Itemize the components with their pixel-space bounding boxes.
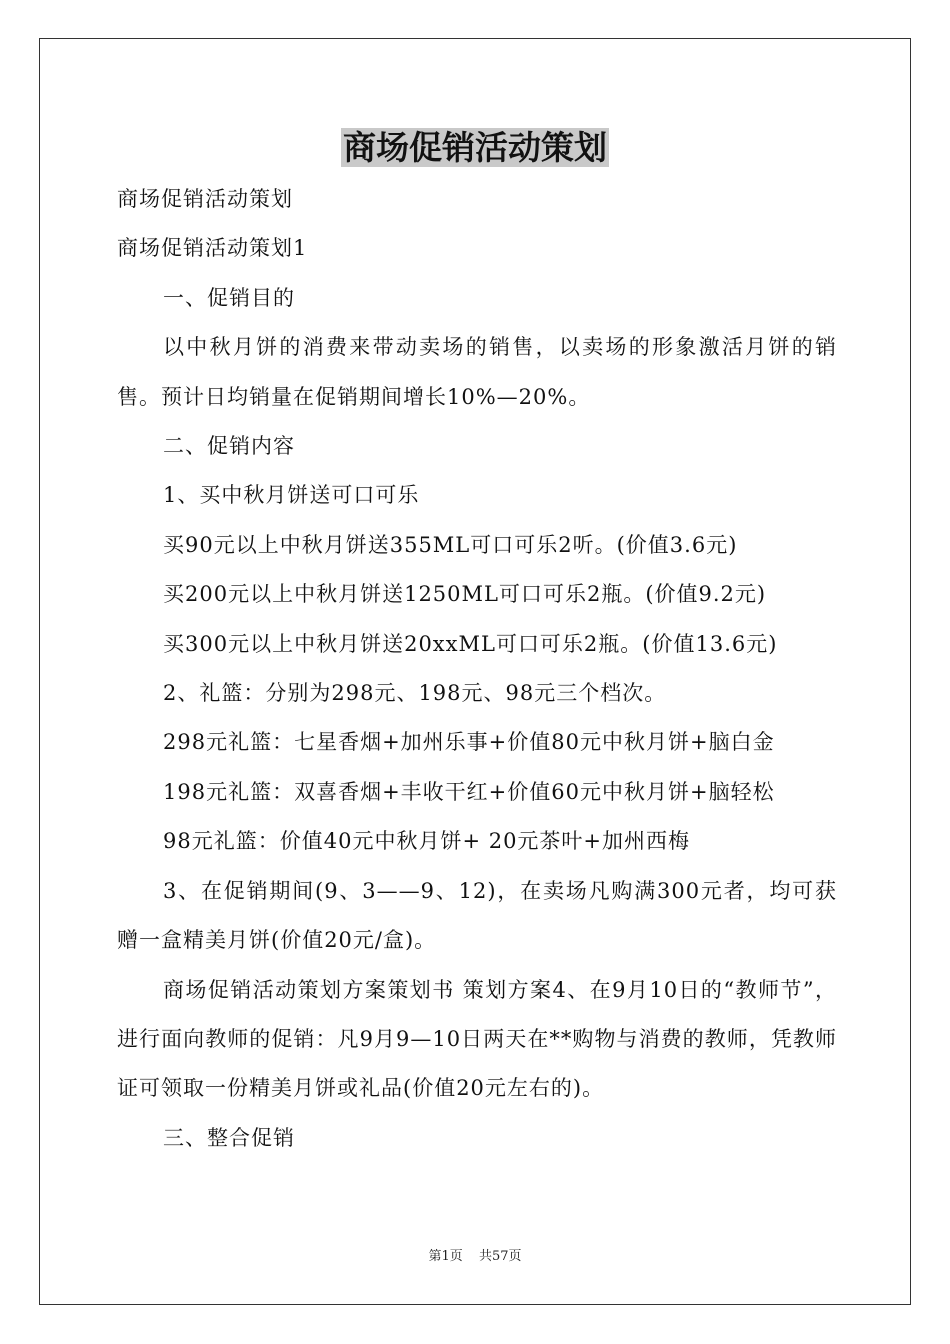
paragraph: 买90元以上中秋月饼送355ML可口可乐2听。(价值3.6元): [163, 532, 738, 557]
document-title: [0, 126, 950, 170]
paragraph: 三、整合促销: [163, 1125, 295, 1150]
paragraph: 2、礼篮：分别为298元、198元、98元三个档次。: [163, 681, 667, 706]
paragraph: 298元礼篮：七星香烟+加州乐事+价值80元中秋月饼+脑白金: [163, 730, 775, 755]
page-total: 共57页: [478, 1249, 522, 1264]
paragraph: 二、促销内容: [163, 434, 295, 459]
paragraph: 商场促销活动策划方案策划书 策划方案4、在9月10日的“教师节”，进行面向教师的促销：凡9月9—10日两天在**购物与消费的教师，凭教师证可领取一份精美月饼或礼品(价值20元左右的)。: [117, 977, 837, 1101]
paragraph: 以中秋月饼的消费来带动卖场的销售，以卖场的形象激活月饼的销售。预计日均销量在促销期间增长10%—20%。: [117, 335, 837, 409]
paragraph: 一、促销目的: [163, 285, 295, 310]
document-body: [117, 175, 837, 1163]
page-footer: [0, 1248, 950, 1266]
paragraph: 买200元以上中秋月饼送1250ML可口可乐2瓶。(价值9.2元): [163, 582, 767, 607]
paragraph: 商场促销活动策划1: [117, 236, 308, 261]
paragraph: 1、买中秋月饼送可口可乐: [163, 483, 420, 508]
paragraph: 198元礼篮：双喜香烟+丰收干红+价值60元中秋月饼+脑轻松: [163, 779, 775, 804]
paragraph: 买300元以上中秋月饼送20xxML可口可乐2瓶。(价值13.6元): [163, 631, 778, 656]
page-number: 第1页: [428, 1249, 463, 1264]
paragraph: 98元礼篮：价值40元中秋月饼+ 20元茶叶+加州西梅: [163, 829, 691, 854]
paragraph: 商场促销活动策划: [117, 187, 293, 211]
paragraph: 3、在促销期间(9、3——9、12)，在卖场凡购满300元者，均可获赠一盒精美月饼(价值20元/盒)。: [117, 878, 837, 953]
document-title-text: 商场促销活动策划: [343, 128, 607, 167]
